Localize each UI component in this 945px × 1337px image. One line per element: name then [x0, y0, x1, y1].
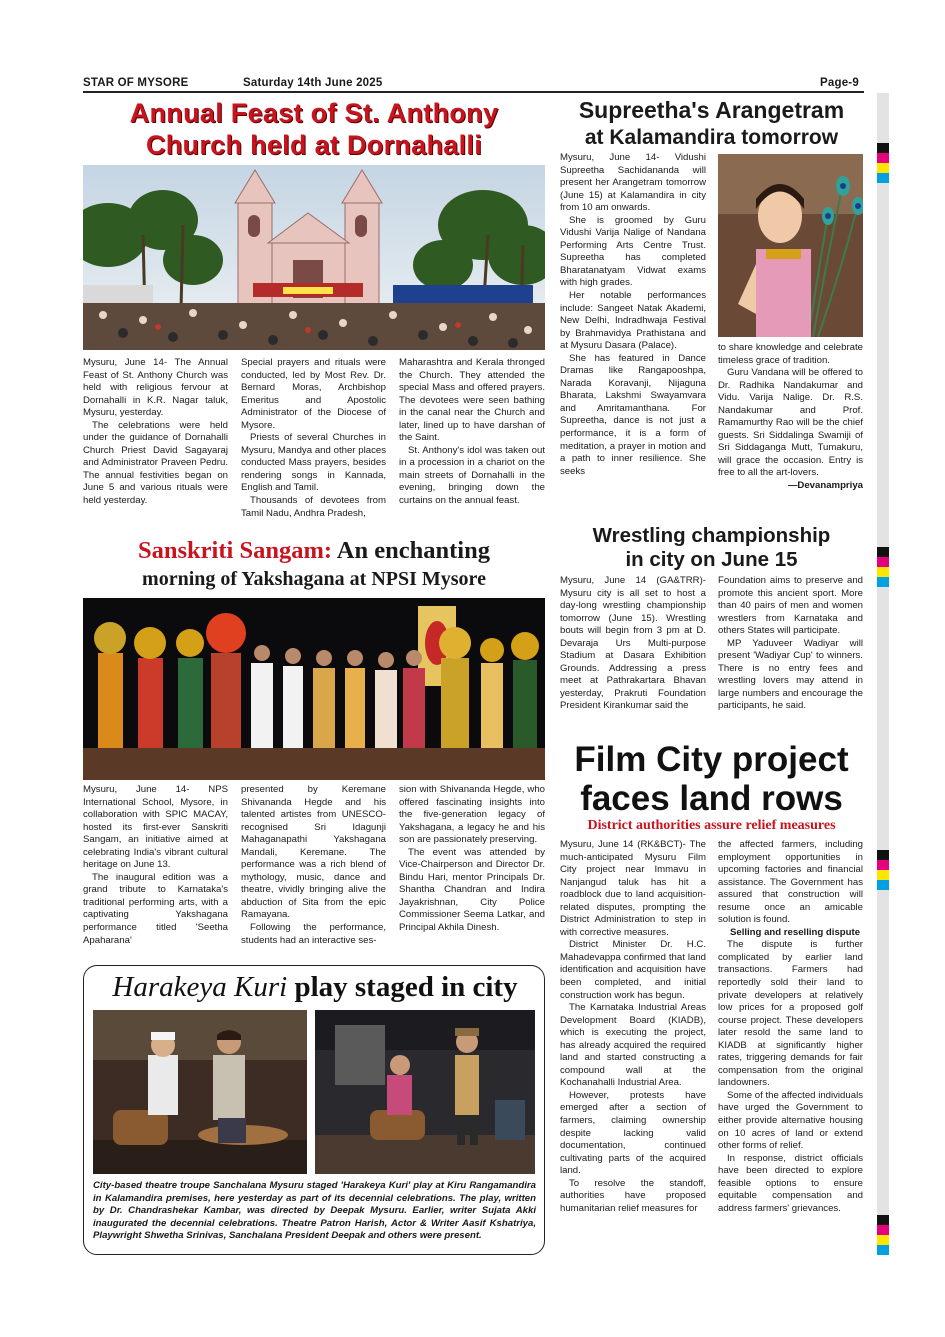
paper-name: STAR OF MYSORE [83, 77, 189, 89]
arangetram-headline: Supreetha's Arangetram at Kalamandira tomorrow [578, 97, 845, 149]
church-column-3: Maharashtra and Kerala thronged the Church. They attended the special Mass and offered prayers. The devotees were seen bathing in the canal near the Church and later, lined up to have darshan of the Saint. St. Anthony's idol was taken out in a procession in a chariot on the main streets of Dornahalli in the evening, bringing down the curtains on the annual feast. [399, 357, 545, 507]
sanskriti-column-2: presented by Keremane Shivananda Hegde and his talented artistes from UNESCO-recognised Sri Idagunji Mahaganapathi Yakshagana Mandali, Keremane. The performance was a rich blend of mythology, music, dance and theatre, vividly bringing alive the abduction of Sita from the epic Ramayana. Following the performance, students had an interactive ses- [241, 784, 386, 946]
church-headline: Annual Feast of St. Anthony Church held at Dornahalli [129, 98, 499, 160]
filmcity-headline: Film City project faces land rows [574, 740, 849, 818]
dancer-photo [718, 154, 863, 337]
sanskriti-column-3: sion with Shivananda Hegde, who offered fascinating insights into the five-generation legacy of Yakshagana, a legacy he and his son are passionately preserving. The event was attended by Vice-Chairperson and Director Dr. Bindu Hari, mentor Principals Dr. Shantha Chandran and Indira Jayakrishnan, City Police Commissioner Seema Latkar, and Principal Akhila Dinesh. [399, 784, 545, 934]
arangetram-column-2: to share knowledge and celebrate timeless grace of tradition. Guru Vandana will be offered to Dr. Radhika Nandakumar and Vidu. Varija Nalige. Dr. R.S. Nandakumar and Prof. Ramamurthy Rao will be the chief guests. Sri Siddalinga Swamiji of Sri Siddaganga Mutt, Tumakuru, will grace the occasion. Entry is free to all the art-lovers. —Devanampriya [718, 342, 863, 492]
wrestling-column-2: Foundation aims to preserve and promote this ancient sport. More than 40 pairs of men and women wrestlers from Karnataka and others States will participate. MP Yaduveer Wadiyar will present 'Wadiyar Cup' to winners. There is no entry fees and wrestling lovers may attend in large numbers and encourage the participants, he said. [718, 575, 863, 712]
harakeya-photo-2 [315, 1010, 535, 1174]
church-column-2: Special prayers and rituals were conducted, led by Most Rev. Dr. Bernard Moras, Archbishop Emeritus and Apostolic Administrator of the Diocese of Mysore. Priests of several Churches in Mysuru, Mandya and other places conducted Mass prayers, besides rendering songs in Kannada, English and Tamil. Thousands of devotees from Tamil Nadu, Andhra Pradesh, [241, 357, 386, 519]
arangetram-byline: —Devanampriya [787, 480, 863, 492]
masthead-rule [83, 91, 864, 93]
wrestling-column-1: Mysuru, June 14 (GA&TRR)- Mysuru city is all set to host a day-long wrestling championship tomorrow (June 15). Wrestling bouts will begin from 3 pm at D. Devaraja Urs Multi-purpose Stadium at Dasara Exhibition Grounds. Addressing a press meet at Pathrakartara Bhavan yesterday, Prakruti Foundation President Kirankumar said the [560, 575, 706, 712]
issue-date: Saturday 14th June 2025 [243, 77, 383, 89]
cmyk-registration-marks [877, 850, 889, 890]
arangetram-column-1: Mysuru, June 14- Vidushi Supreetha Sachidananda will present her Arangetram tomorrow (June 15) at Kalamandira in city from 10 am onwards. She is groomed by Guru Vidushi Varija Nalige of Nandana Performing Arts Centre Trust. Supreetha has completed Bharatanatyam Vidwat exams with high grades. Her notable performances include: Sangeet Natak Akademi, New Delhi, Indradhwaja Festival by Brahmavidya Prathistana and at Mysuru Dasara (Palace). She has featured in Dance Dramas like Rangapooshpa, Narada Koravanji, Nijaguna Bharata, Lakshmi Swayamvara and Amritamanthana. For Supreetha, dance is not just a performance, it is a form of meditation, a prayer in motion and a path to inner resilience. She seeks [560, 152, 706, 477]
wrestling-headline: Wrestling championship in city on June 15 [592, 524, 831, 571]
filmcity-crosshead: Selling and reselling dispute [729, 926, 861, 938]
harakeya-headline: Harakeya Kuri play staged in city [112, 971, 518, 1003]
filmcity-subheadline: District authorities assure relief measures [587, 818, 836, 833]
page-number: Page-9 [820, 77, 859, 89]
harakeya-caption: City-based theatre troupe Sanchalana Mysuru staged 'Harakeya Kuri' play at Kiru Rangamandira in Kalamandira premises, here yesterday as part of its decennial celebrations. The play, written by Dr. Chandrashekar Kambar, was directed by Deepak Mysuru. Earlier, writer Sujata Akki inaugurated the decennial celebrations. Theatre Patron Harish, Actor & Writer Aasif Kshatriya, Playwright Shwetha Srinivas, Sanchalana President Deepak and others were present. [93, 1180, 536, 1242]
church-column-1: Mysuru, June 14- The Annual Feast of St. Anthony Church was held with religious fervour at Dornahalli in K.R. Nagar taluk, Mysuru, yesterday. The celebrations were held under the guidance of Dornahalli Church Priest David Sagayaraj and Administrator Praveen Pedru. The annual festivities began on June 5 and various rituals were held yesterday. [83, 357, 228, 507]
cmyk-registration-marks [877, 1215, 889, 1255]
sanskriti-headline: Sanskriti Sangam: An enchanting morning of Yakshagana at NPSI Mysore [138, 537, 490, 590]
church-photo [83, 165, 545, 350]
harakeya-photo-1 [93, 1010, 307, 1174]
filmcity-column-2: the affected farmers, including employment opportunities in upcoming factories and financial assistance. The Government has assured that construction will resume once an amicable solution is found. Selling and reselling dispute The dispute is further complicated by earlier land transactions. Farmers had reportedly sold their land to private developers at relatively low prices for a proposed golf course project. These developers later resold the same land to KIADB at significantly higher rates, triggering demands for fair compensation from the original landowners. Some of the affected individuals have urged the Government to either provide alternative housing on 10 acres of land or extend other forms of relief. In response, district officials have been directed to explore feasible options to ensure equitable compensation and address farmers' grievances. [718, 839, 863, 1214]
filmcity-column-1: Mysuru, June 14 (RK&BCT)- The much-anticipated Mysuru Film City project near Immavu in Nanjangud taluk has hit a roadblock due to land acquisition-related disputes, prompting the District Administration to step in with corrective measures. District Minister Dr. H.C. Mahadevappa confirmed that land identification and acquisition have been completed, and initial construction work has begun. The Karnataka Industrial Areas Development Board (KIADB), which is executing the project, has already acquired the required land and started constructing a compound wall at the Kochanahalli Industrial Area. However, protests have emerged after a section of farmers, claiming ownership despite lacking valid documentation, continued cultivating parts of the acquired land. To resolve the standoff, authorities have proposed humanitarian relief measures for [560, 839, 706, 1214]
sanskriti-column-1: Mysuru, June 14- NPS International School, Mysore, in collaboration with SPIC MACAY, hosted its first-ever Sanskriti Sangam, an initiative aimed at celebrating India's vibrant cultural heritage on June 13. The inaugural edition was a grand tribute to Karnataka's traditional performing arts, with a captivating Yakshagana performance titled 'Seetha Apaharana' [83, 784, 228, 946]
cmyk-registration-marks [877, 143, 889, 183]
yakshagana-photo [83, 598, 545, 780]
cmyk-registration-marks [877, 547, 889, 587]
